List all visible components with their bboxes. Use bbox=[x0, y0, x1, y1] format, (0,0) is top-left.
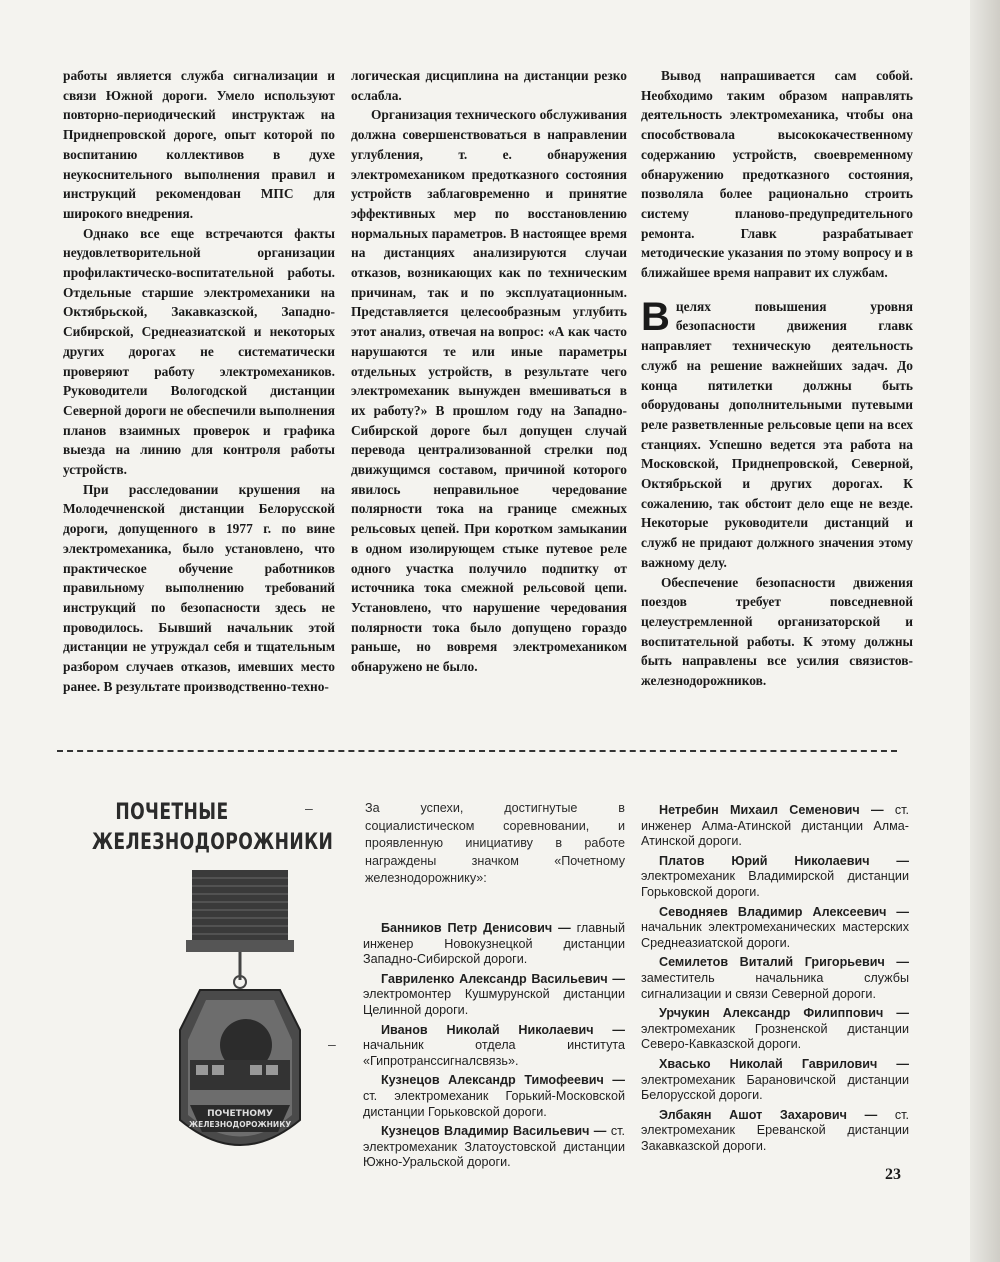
awardee-position: заместитель начальника службы сигнализации и связи Северной дороги. bbox=[641, 970, 909, 1001]
award-entry bbox=[363, 972, 625, 1019]
award-entry bbox=[641, 1006, 909, 1053]
drop-cap: В bbox=[641, 294, 670, 339]
awardee-name: Хвасько Николай Гаврилович — bbox=[659, 1056, 909, 1071]
awards-list-left bbox=[363, 921, 625, 1175]
award-entry bbox=[363, 1023, 625, 1070]
awardee-position: электромеханик Барановичской дистанции Белорусской дороги. bbox=[641, 1072, 909, 1103]
article-column-2 bbox=[351, 66, 627, 677]
badge-text: ЖЕЛЕЗНОДОРОЖНИКУ bbox=[188, 1120, 292, 1129]
badge-text: ПОЧЕТНОМУ bbox=[207, 1109, 273, 1119]
paragraph: Вывод напрашивается сам собой. Необходимо таким образом направлять деятельность электромеханика, чтобы она способствовала высококачественному содержанию устройств, своевременному обнаружению предотказного состояния, позволяла более рационально строить систему планово-предупредительного ремонта. Главк разрабатывает методические указания по этому вопросу и в ближайшее время направит их службам. bbox=[641, 68, 913, 281]
article-column-1 bbox=[63, 66, 335, 697]
awardee-position: электромеханик Грозненской дистанции Северо-Кавказской дороги. bbox=[641, 1021, 909, 1052]
award-entry bbox=[363, 1124, 625, 1171]
awardee-position: ст. инженер Алма-Атинской дистанции Алма-Атинской дороги. bbox=[641, 803, 909, 849]
award-entry bbox=[641, 1108, 909, 1155]
section-title bbox=[92, 798, 334, 858]
awards-list-right bbox=[641, 803, 909, 1158]
award-entry bbox=[641, 854, 909, 901]
awardee-name: Иванов Николай Николаевич — bbox=[381, 1022, 625, 1037]
awardee-name: Элбакян Ашот Захарович — bbox=[659, 1107, 878, 1122]
awardee-position: электромонтер Кушмурунской дистанции Целинной дороги. bbox=[363, 987, 625, 1017]
awardee-position: ст. электромеханик Горький-Московской дистанции Горьковской дороги. bbox=[363, 1088, 625, 1119]
paragraph: Обеспечение безопасности движения поездов требует повседневной целеустремленной организаторской и воспитательной работы. К этому должны быть направлены все усилия связистов-железнодорожников. bbox=[641, 574, 913, 689]
honors-intro: За успехи, достигнутые в социалистическом соревновании, и проявленную инициативу в работе награждены значком «Почетному железнодорожнику»: bbox=[365, 801, 625, 885]
awardee-position: электромеханик Владимирской дистанции Горьковской дороги. bbox=[641, 869, 909, 899]
awardee-name: Кузнецов Александр Тимофеевич — bbox=[381, 1073, 625, 1088]
title-line: ПОЧЕТНЫЕ bbox=[115, 800, 229, 825]
paragraph: работы является служба сигнализации и связи Южной дороги. Умело используют повторно-периодический инструктаж на Приднепровской дороге, опыт которой по воспитанию коллективов в духе неукоснительного выполнения правил и инструкций рекомендован МПС для широкого внедрения. bbox=[63, 68, 335, 221]
awardee-name: Банников Петр Денисович — bbox=[381, 921, 571, 935]
award-entry bbox=[641, 1057, 909, 1104]
article-column-3 bbox=[641, 66, 913, 691]
paragraph-text: целях повышения уровня безопасности движения главк направляет техническую деятельность служб на решение важнейших задач. До конца пятилетки должны быть оборудованы дополнительными путевыми реле разветвленные рельсовые цепи на всех станциях. Успешно ведется эта работа на Московской, Приднепровской, Северной, Октябрьской и других дорогах. К сожалению, так обстоит дело еще не везде. Некоторые руководители дистанций и служб не придают должного значения этому важному делу. bbox=[641, 298, 913, 570]
award-entry bbox=[641, 955, 909, 1002]
paragraph bbox=[641, 294, 913, 573]
awardee-name: Кузнецов Владимир Васильевич — bbox=[381, 1124, 607, 1139]
section-divider bbox=[57, 750, 897, 752]
paragraph: Однако все еще встречаются факты неудовлетворительной организации профилактическо-воспитательной работы. Отдельные старшие электромеханики на Октябрьской, Закавказской, Западно-Сибирской, Среднеазиатской и некоторых других дорогах не систематически проверяют работу электромехаников. Руководители Вологодской дистанции Северной дороги не обеспечили выполнения планов взаимных проверок и графика выезда на линию для контроля работы устройств. bbox=[63, 225, 335, 478]
awardee-position: ст. электромеханик Златоустовской дистанции Южно-Уральской дороги. bbox=[363, 1124, 625, 1170]
award-entry bbox=[641, 803, 909, 850]
awardee-position: ст. электромеханик Ереванской дистанции Закавказской дороги. bbox=[641, 1107, 909, 1153]
awardee-position: начальник отдела института «Гипротранссигналсвязь». bbox=[363, 1038, 625, 1068]
awardee-name: Гавриленко Александр Васильевич — bbox=[381, 971, 625, 986]
title-line: ЖЕЛЕЗНОДОРОЖНИКИ bbox=[92, 830, 334, 855]
award-entry bbox=[363, 1073, 625, 1120]
page-number: 23 bbox=[885, 1166, 901, 1183]
awardee-name: Платов Юрий Николаевич — bbox=[659, 853, 909, 868]
medal-image bbox=[150, 870, 330, 1170]
awardee-position: начальник электромеханических мастерских Среднеазиатской дороги. bbox=[641, 920, 909, 950]
paragraph: При расследовании крушения на Молодечненской дистанции Белорусской дороги, допущенного в 1977 г. по вине электромеханика, было установлено, что практическое обучение работников правильному выполнению требований инструкций по безопасности здесь не проводилось. Бывший начальник этой дистанции не утруждал себя и тщательным разбором случаев отказов, имевших место ранее. В результате производственно-техно- bbox=[63, 481, 335, 694]
awardee-position: главный инженер Новокузнецкой дистанции Западно-Сибирской дороги. bbox=[363, 921, 625, 967]
dash-mark: – bbox=[328, 1036, 336, 1052]
award-entry bbox=[641, 905, 909, 952]
award-entry bbox=[363, 921, 625, 968]
dash-mark: – bbox=[305, 800, 313, 816]
awardee-name: Нетребин Михаил Семенович — bbox=[659, 803, 884, 817]
awardee-name: Семилетов Виталий Григорьевич — bbox=[659, 955, 909, 970]
page-edge bbox=[970, 0, 1000, 1262]
awardee-name: Севодняев Владимир Алексеевич — bbox=[659, 904, 909, 919]
awardee-name: Урчукин Александр Филиппович — bbox=[659, 1006, 909, 1021]
paragraph: логическая дисциплина на дистанции резко ослабла. bbox=[351, 68, 627, 103]
paragraph: Организация технического обслуживания должна совершенствоваться в направлении углубления, т. е. обнаружения электромехаником предотказного состояния устройств заблаговременно и принятие эффективных мер по восстановлению нормальных параметров. В настоящее время на дистанциях анализируются случаи отказов, возникающих как по техническим причинам, так и по эксплуатационным. Представляется целесообразным углубить этот анализ, отвечая на вопрос: «А как часто нарушаются те или иные параметры отдельных устройств, в результате чего электромеханик вынужден вмешиваться в их работу?» В прошлом году на Западно-Сибирской дороге был допущен случай перевода централизованной стрелки под движущимся составом, причиной которого явилось неправильное чередование полярности тока на границе смежных рельсовых цепей. При коротком замыкании в одном изолирующем стыке путевое реле одного участка получило подпитку от источника тока смежной рельсовой цепи. Установлено, что нарушение чередования полярности тока было допущено гораздо раньше, но вовремя электромехаником обнаружено не было. bbox=[351, 107, 627, 675]
